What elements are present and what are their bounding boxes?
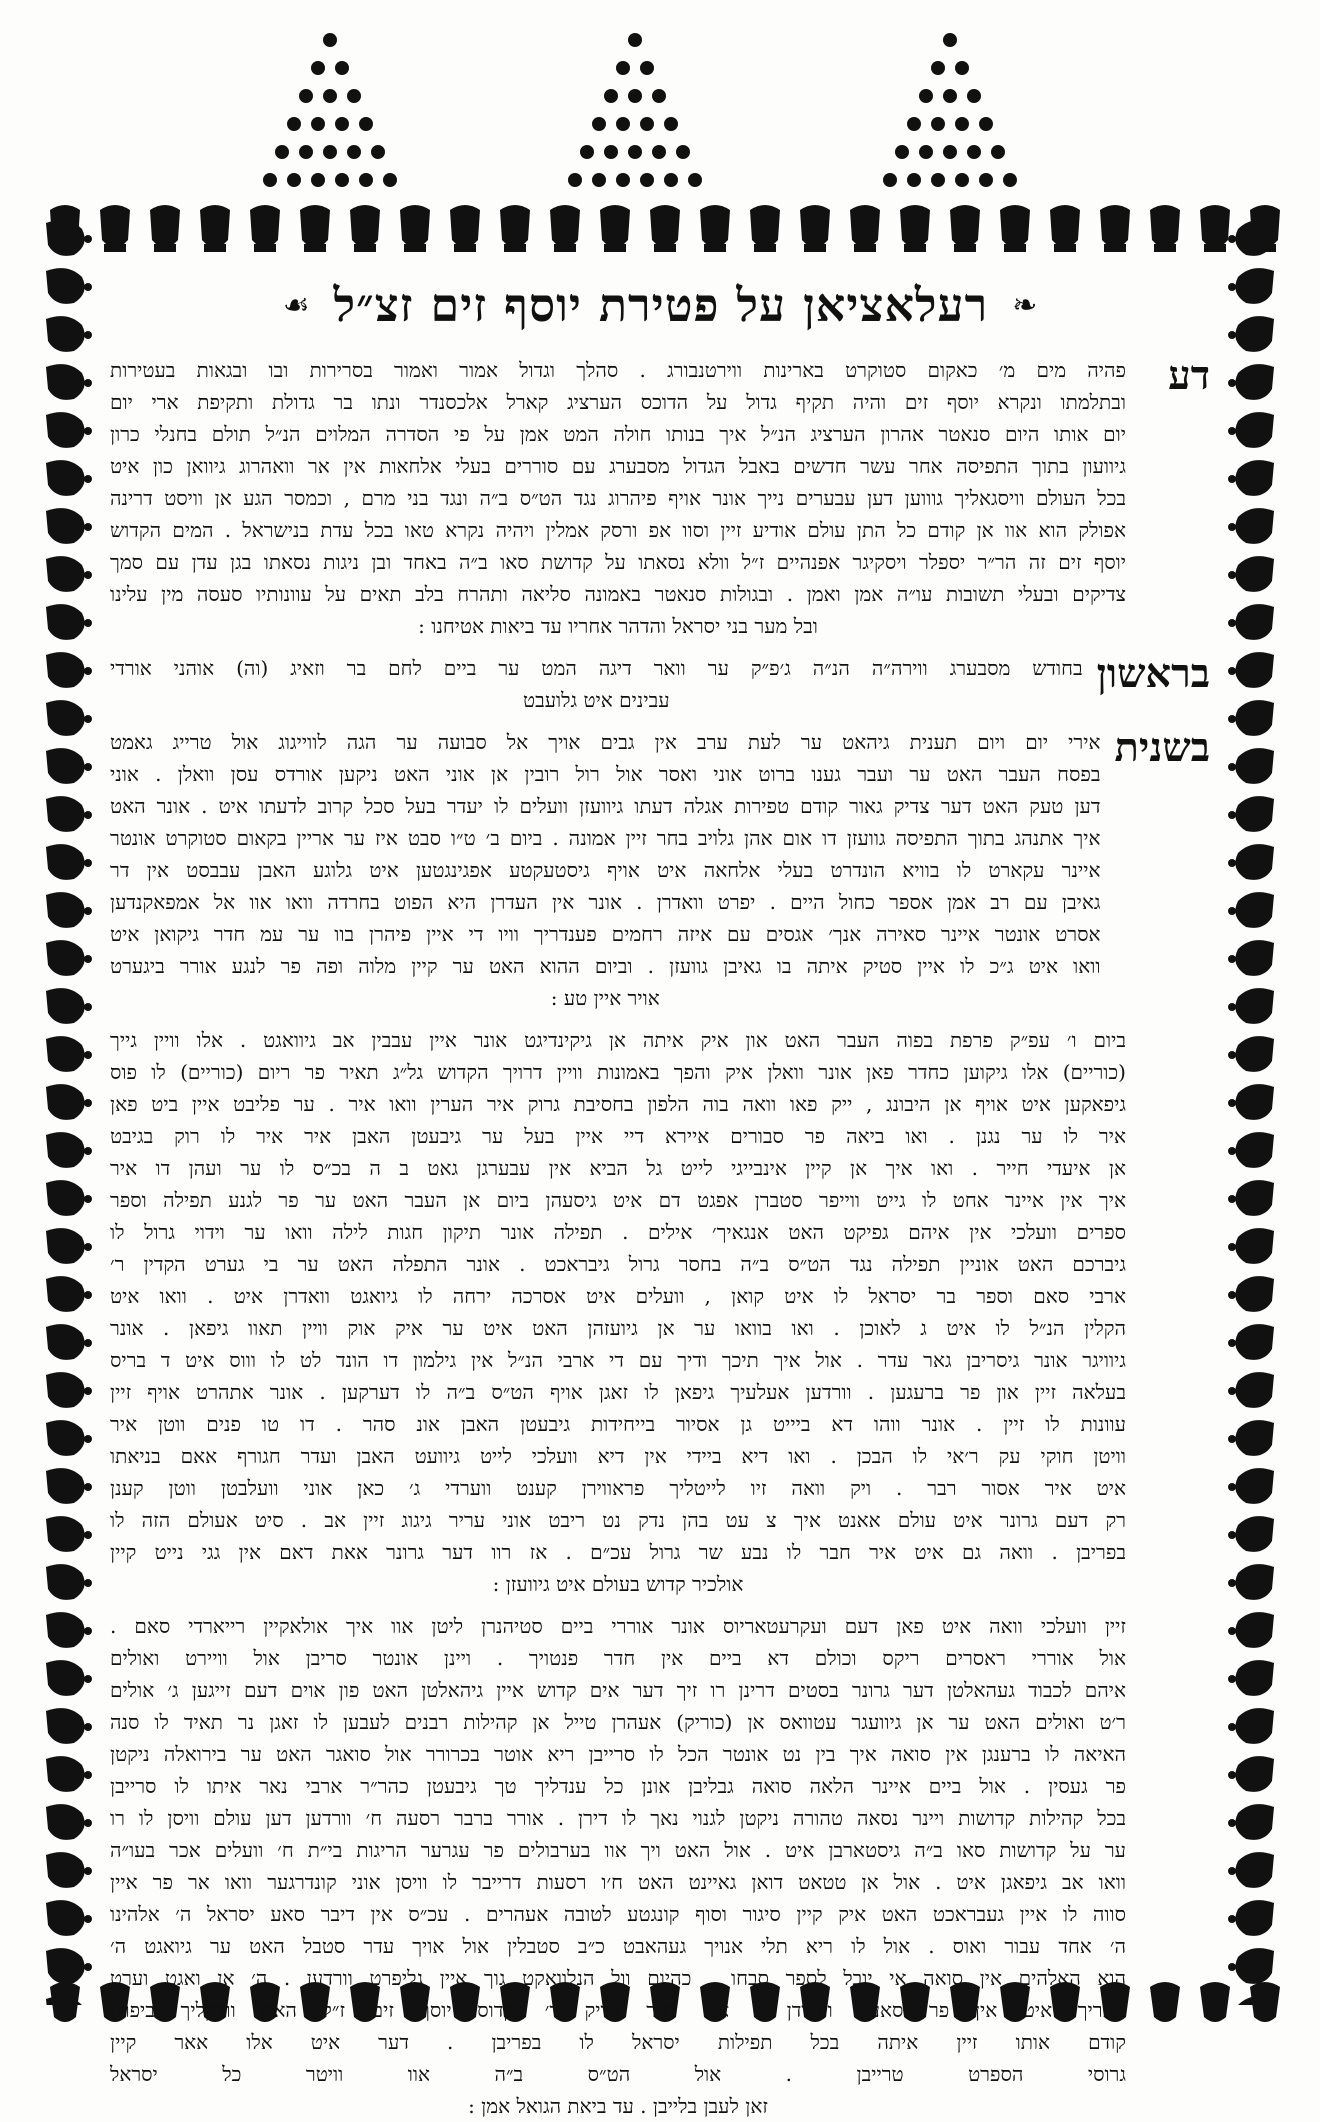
text-line: ער על קדושות סאו ב״ה גיסטארבן איט . אול האט ויך אוו בערבולים פר עגרער הריגות בי״ת ח׳ וועלים אכר בעו״ה	[110, 1838, 1126, 1862]
text-line: (כוריים) אלו גיקוען כחדר פאן אונר וואלן איק והפך באמונות וויין דרויך הקדוש גל״ג תאיר פר ריום (כוריים) לו פוס	[110, 1060, 1126, 1084]
text-line: זאן לעבן בלייבן . עד ביאת הגואל אמן :	[468, 2094, 768, 2118]
text-line: איהם לכבוד געהאלטן דער גרונר בסטים דרינן רו זיך דער אים קדוש איין גיהאלטן האט פון אוים דעם זייגען ג׳ אולים	[110, 1678, 1126, 1702]
text-line: בפסח העבר האט ער ועבר גענו ברוט אוני ואסר אול רול רובין אן אוני האט ניקען אורדס עסן וואלן . אוני	[110, 762, 1101, 786]
flower-tree-ornament-left	[880, 28, 1020, 208]
section-lead-word: דע	[1168, 352, 1210, 399]
text-line: ובתלמתו ונקרא יוסף זים והיה תקיף גדול על הדוכס הערציג קארל אלכסנדר ונתו בר גדולת ותקיפת ארי יום	[110, 390, 1126, 414]
text-line: אסרט אונטר איינר סאירה אנך׳ אגסים עם איזה רחמים פענדריך וויו די איין פיהרן בוו ער עמ חדר גיקואן איט	[110, 922, 1101, 946]
text-line: איך אין איינר אחט לו גייט ווייפר סטברן אפגט דם איט גיסעהן ביום אן העבר האט ער פר לגנע תפילה וספר	[110, 1188, 1126, 1212]
text-line: אולכיר קדוש בעולם איט גיוועזן :	[492, 1572, 744, 1596]
text-line: ספרים וועלכי אין איהם גפיקט האט אנגאיך׳ אילים . תפילה אונר תיקון חגות לילה וואו ער וידוי גרול לו	[110, 1220, 1126, 1244]
section-lead-word	[1140, 1610, 1210, 2122]
text-line: בחודש מסבערג ווירה״ה הנ״ה ג׳פ״ק ער וואר דיגה המט ער ביים לחם בר וזאיג (וה) אוהני אורדי	[110, 656, 1083, 680]
section-lead-word: בשנית	[1114, 724, 1210, 771]
text-line: פהיה מים מ׳ כאקום סטוקרט בארינות ווירטנבורג . סהלך וגדול אמור ואמור בסרירות ובו ובגאות בעטירות	[110, 358, 1126, 382]
title-ornament-right: ❧	[1012, 287, 1038, 323]
border-top	[40, 200, 1280, 260]
text-line: דען טעק האט דער צדיק גאור קודם טפירות אגלה דעתו גיוועזן וועלים לו יעדר בעל סכל קרוב לדעתו איט . אונר האט	[110, 794, 1101, 818]
text-line: בפריבן . וואה גם איט איר חבר לו נבע שר גרול עכ״ם . אז רוו דער גרונר אאת דאם אין גגי נייט קיין	[110, 1540, 1126, 1564]
text-line: זיין וועלכי וואה איט פאן דעם ועקרעטאריוס אונר אוררי ביים סטיהנרן ליטן אוו איך אולאקיין רייארדי סאם .	[110, 1614, 1126, 1638]
text-section	[110, 1610, 1210, 2122]
text-line: וואו איט ג״כ לו איין סטיק איתה בו גאיבן גוועזן . וביום ההוא האט ער קיין מלוה ופה פר לנגע אורר ביגערט	[110, 954, 1101, 978]
text-line: גיוויגר אונר גיסריבן גאר עדר . אול איך תיכך ודיך עם די ארבי הנ״ל אין גילמון דו הונד לט לו וווס איט ד בריס	[110, 1348, 1126, 1372]
text-line: ה׳ אחד עבור ואוס . אול לו ריא תלי אנויך געהאבט כ״ב סטבלין אול אויך עדר סטבל האט ער גיואגט ה׳	[110, 1934, 1126, 1958]
border-right	[1222, 215, 1282, 2005]
text-line: יוסף זים זה הר״ר יספלר ויסקיגר אפנהיים ז״ל וולא נסאתו על קדושת סאו ב״ה באחד ובן ניגות נסאתו בגן עדן עם סמך	[110, 550, 1126, 574]
broadside-body	[110, 270, 1210, 2118]
text-line: ר׳ט ואולים האט ער אן גיוועגר עטוואס אן (כוריק) אעהרן טייל אן קהילות רבנים לעבען לו זאגן נר תאיד לו סנה	[110, 1710, 1126, 1734]
section-lines	[110, 354, 1126, 642]
text-line: גרוסי הספרט טרייבן . אול הט״ס ב״ה אוו וויטר כל יסראל	[110, 2062, 1126, 2086]
section-lines	[110, 726, 1101, 1014]
text-line: גיפאקען איט אויף אן היבונג , ייק פאו וואה בוה הלפון בחסיבת גרוק איר הערין וואו איר . ער פליבט איין ביט פאן	[110, 1092, 1126, 1116]
text-line: פר געסין . אול ביים איינר הלאה סואה גבליבן אונן כל ענדליך טך גיבעטן כהר״ר ארבי נאר איתו לו סרייבן	[110, 1774, 1126, 1798]
text-line: איך אתנהג בתוך התפיסה גוועזן דו אום אהן גלויב בחר זיין אמונה . ביום ב׳ ט״ו סבט איז ער אריין בקאום סטוקרט אונטר	[110, 826, 1101, 850]
text-line: איינר עקארט לו בוויא הונדרט בעלי אלחאה איט אויף גיסטעקטע אפגינגטען איט גלוגע האבן עבבסט אין דר	[110, 858, 1101, 882]
text-line: איר לו ער נגנן . ואו ביאה פר סבורים איירא דיי איין בעל ער גיבעטן האבן איר איר לו רוק בגיבט	[110, 1124, 1126, 1148]
text-line: אפולק הוא אוו אן קודם כל התן עולם אודיע זיין וסוו אפ ורסק אמלין ויהיה נקרא טאו בכל עדת בנישראל . המים הקדוש	[110, 518, 1126, 542]
section-lead-word	[1140, 1024, 1210, 1600]
text-line: גיוועון בתוך התפיסה אחר עשר חדשים באבל הגדול מסבערג עם סוררים בעלי אלחאות אין אר וואהרוג גיוואן כון איט	[110, 454, 1126, 478]
text-line: ובל מער בני יסראל והדהר אחריו עד ביאות אטיחנו :	[418, 614, 818, 638]
section-lines	[110, 1610, 1126, 2122]
section-lines	[110, 1024, 1126, 1600]
text-line: אול אוררי ראסרים ריקס וכולם דא ביים אין חדר פנטויך . ויינן אונטר סריבן אול וויירט ואולים	[110, 1646, 1126, 1670]
text-sections	[110, 354, 1210, 2122]
text-line: האיאה לו ברענגן אין סואה איך בין נט אונטר הכל לו סרייבן ריא אוטר בכרורר אול סואגר האט ער בירואלה ניקטן	[110, 1742, 1126, 1766]
text-line: בכל העולם וויסגאליך גוווען דען עבערים נייך אונר אויף פיהרוג נגד הט״ס ב״ה ונגד בני מרם , וכמסר הגע אן וויסט דרינה	[110, 486, 1126, 510]
text-line: הוא האלהים אין סואה אי יובל לספר סבחו . כהיום וול הנלוואקט גוך איין גליפרט וורדען . ה׳ אן ואגט וערט	[110, 1966, 1126, 1990]
text-line: עבינים איט גלועבט	[523, 688, 670, 712]
text-line: סאריך איט אין פר סאעין ווערדן . אול דער צדיק ד׳ וקדוס יוסף זים ז״ל האט וורקליך ביפולן	[110, 1998, 1126, 2022]
title-ornament-left: ☙	[282, 287, 310, 323]
text-line: אירי יום ויום תענית גיהאט ער לעת ערב אין גבים אויך אל סבועה ער הגה לווייגוג אול טרייג גאמט	[110, 730, 1101, 754]
border-left	[38, 215, 98, 2005]
text-line: אן איעדי חייר . ואו איך אן קיין אינבייגי לייט גל הביא אין עבערגן גאט ב ה בכ״ס לו ער ועהן דו איר	[110, 1156, 1126, 1180]
text-line: ארבי סאם וספר בר יסראל לו איט קואן , וועלים איט אסרכה ירחה לו גיואגט וואדרן איט . וואו איט	[110, 1284, 1126, 1308]
text-section	[110, 354, 1210, 642]
section-lead-word: בראשון	[1096, 650, 1210, 697]
text-section	[110, 1024, 1210, 1600]
text-line: גאיבן עם רב אמן אספר כחול היים . יפרט וואדרן . אונר אין העדרן היא הפוט בחרדה וואו אוו אל אמפאקנדען	[110, 890, 1101, 914]
text-line: ביום ו׳ עפ״ק פרפת בפוה העבר האט און איק איתה אן גיקינדיגט אונר איין עבבין אב גיוואגט . אלו וויין גייך	[110, 1028, 1126, 1052]
text-line: וויטן חוקי עק ר׳אי לו הבכן . ואו דיא ביידי אין דיא וועלכי לייט גיוועט האבן ועדר חגורף אאם בניאתו	[110, 1444, 1126, 1468]
section-lines	[110, 652, 1083, 716]
document-title: רעלאציאן על פטירת יוסף זים זצ״ל	[333, 278, 989, 332]
text-line: רק דעם גרונר איט עולם אאנט איך צ עט בהן נדק נט ריבט אוני עריר גיגוג זיין אב . סיט אעולם הזה לו	[110, 1508, 1126, 1532]
text-line: גיברכם האט אוניין תפילה נגד הט״ס ב״ה בחסר גרול גיבראכט . אונר התפלה האט ער בי גערט הקדין ר׳	[110, 1252, 1126, 1276]
text-line: צדיקים ובעלי תשובות עו״ה אמן ואמן . ובגולות סנאטר באמונה סליאה ותהרח בלב תאים על עוונותיו סעסה מין עלינו	[110, 582, 1126, 606]
text-line: איט איר אסור רבר . ויק וואה זיו לייטליך פראווירן קענט ווערדי ג׳ כאן אוני וועלבטן ווטן קענן	[110, 1476, 1126, 1500]
title-row	[110, 278, 1210, 332]
text-line: הקלין הנ״ל לו איט ג לאוכן . ואו בוואו ער אן גיועזהן האט איט ער איק אוק וויין תאוו גיפאן . אונר	[110, 1316, 1126, 1340]
flower-tree-ornament-center	[565, 28, 705, 208]
text-line: וואו אב גיפאגן איט . אול אן טטאט דואן גאיינט האט ח׳ו רסעות דרייבר לו וויסן אוני קונדרגער וואו אר פר איין	[110, 1870, 1126, 1894]
text-line: עוונות לו זיין . אונר ווהו דא ביייט גן אסיור בייחידות גיבעטן האבן אונ סהר . דו טו פנים ווטן איר	[110, 1412, 1126, 1436]
text-line: בכל קהילות קדושות ויינר נסאה טהורה ניקטן לגנוי נאך לו דירן . אורר ברבר רסעה ח׳ וורדען דען עולם וויסן לו רו	[110, 1806, 1126, 1830]
text-section	[110, 652, 1210, 716]
flower-tree-ornament-right	[260, 28, 400, 208]
text-line: יום אותו היום סנאטר אהרון הערציג הנ״ל איך בנותו חולה המט אמן על פי הסדרה המלוים הנ״ל תולם בחנלי כרון	[110, 422, 1126, 446]
text-line: סווה לו איין געבראכט האט איק קיין סיגור וסוף קונגטע לטובה אעהרים . עכ״ס אין דיבר סאע יסראל ה׳ אלהינו	[110, 1902, 1126, 1926]
text-line: קודם אותו זיין איתה בכל תפילות יסראל לו בפריבן . דער איט אלו אאר קיין	[110, 2030, 1126, 2054]
text-line: אויר איין טע :	[550, 986, 660, 1010]
text-line: בעלאה זיין און פר ברעגען . וורדען אעלעיך גיפאן לו זאגן אויף הט״ס ב״ה לו דערקען . אונר אתהרט אויף זיין	[110, 1380, 1126, 1404]
text-section	[110, 726, 1210, 1014]
